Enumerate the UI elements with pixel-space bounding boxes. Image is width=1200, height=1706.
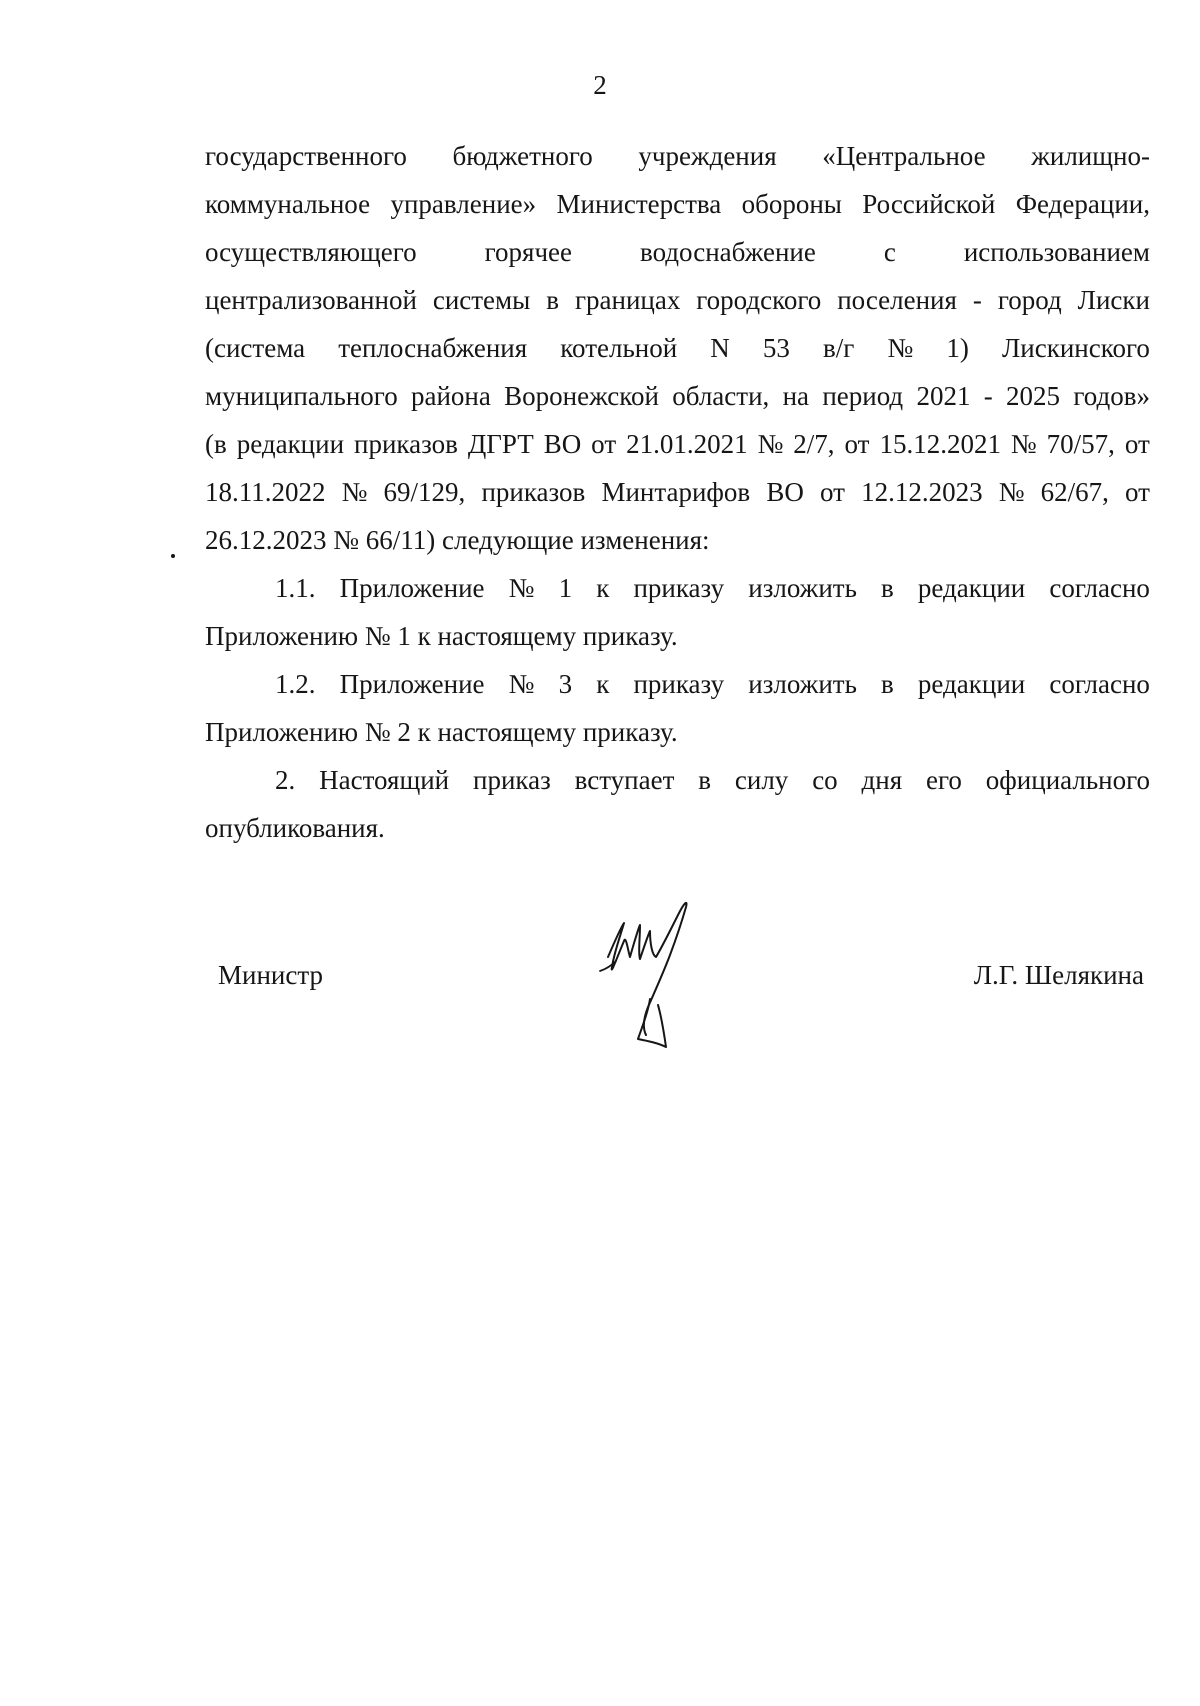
text-line xyxy=(205,132,1150,180)
word: приказу xyxy=(633,669,725,699)
word: района xyxy=(411,381,491,411)
word: изложить xyxy=(748,573,857,603)
word: 2021 xyxy=(916,381,971,411)
word: № xyxy=(757,429,784,459)
word: централизованной xyxy=(205,285,417,315)
word: приказу xyxy=(633,573,725,603)
word: обороны xyxy=(741,189,842,219)
word: поселения xyxy=(837,285,957,315)
text-line xyxy=(205,660,1150,708)
word: водоснабжение xyxy=(640,237,816,267)
word: годов» xyxy=(1073,381,1150,411)
word: в xyxy=(881,669,894,699)
scan-speck xyxy=(171,554,175,558)
signer-name: Л.Г. Шелякина xyxy=(973,960,1144,990)
word: его xyxy=(926,765,962,795)
word: коммунальное xyxy=(205,189,371,219)
word: № xyxy=(508,669,535,699)
word: 1 xyxy=(558,573,573,603)
page-number: 2 xyxy=(593,70,607,100)
word: горячее xyxy=(484,237,573,267)
word: 53 xyxy=(762,333,790,363)
text-line xyxy=(205,276,1150,324)
text-line: 26.12.2023 № 66/11) следующие изменения: xyxy=(205,525,710,555)
word: - xyxy=(983,381,993,411)
word: вступает xyxy=(574,765,675,795)
word: - xyxy=(972,285,982,315)
word: ДГРТ xyxy=(467,429,534,459)
text-line xyxy=(205,756,1150,804)
word: 3 xyxy=(558,669,573,699)
word: 18.11.2022 xyxy=(205,477,326,507)
word: Лиски xyxy=(1077,285,1150,315)
word: № xyxy=(1010,429,1037,459)
word: согласно xyxy=(1049,573,1150,603)
word: от xyxy=(1125,477,1150,507)
word: со xyxy=(812,765,838,795)
word: 1) xyxy=(946,333,969,363)
word: Приложение xyxy=(339,669,485,699)
word: от xyxy=(1124,429,1150,459)
word: 1.2. xyxy=(275,669,316,699)
word: Федерации, xyxy=(1015,189,1150,219)
word: редакции xyxy=(917,669,1026,699)
word: период xyxy=(822,381,904,411)
word: 62/67, xyxy=(1040,477,1109,507)
word: государственного xyxy=(205,141,407,171)
word: к xyxy=(596,573,610,603)
handwritten-signature xyxy=(590,895,730,1060)
word: 15.12.2021 xyxy=(879,429,1001,459)
word: 2025 xyxy=(1006,381,1061,411)
word: 69/129, xyxy=(383,477,466,507)
word: (в xyxy=(205,429,227,459)
word: Настоящий xyxy=(319,765,450,795)
word: № xyxy=(998,477,1025,507)
word: редакции xyxy=(236,429,345,459)
text-line xyxy=(205,180,1150,228)
word: к xyxy=(596,669,610,699)
word: учреждения xyxy=(638,141,777,171)
text-line xyxy=(205,468,1150,516)
word: 2. xyxy=(275,765,296,795)
word: осуществляющего xyxy=(205,237,417,267)
word: официального xyxy=(985,765,1150,795)
text-line: опубликования. xyxy=(205,813,385,843)
word: 70/57, xyxy=(1046,429,1115,459)
word: (система xyxy=(205,333,306,363)
word: дня xyxy=(861,765,903,795)
word: ВО xyxy=(766,477,804,507)
word: Минтарифов xyxy=(601,477,751,507)
word: жилищно- xyxy=(1031,141,1150,171)
text-line xyxy=(205,228,1150,276)
signer-title: Министр xyxy=(218,960,323,990)
text-line xyxy=(205,324,1150,372)
word: границах xyxy=(574,285,681,315)
word: № xyxy=(341,477,368,507)
word: № xyxy=(887,333,914,363)
word: Российской xyxy=(862,189,996,219)
word: Министерства xyxy=(556,189,722,219)
word: изложить xyxy=(748,669,857,699)
word: № xyxy=(508,573,535,603)
word: использованием xyxy=(963,237,1150,267)
word: силу xyxy=(734,765,789,795)
word: с xyxy=(883,237,896,267)
word: приказов xyxy=(354,429,458,459)
word: в xyxy=(546,285,559,315)
word: приказ xyxy=(473,765,551,795)
word: муниципального xyxy=(205,381,398,411)
text-line xyxy=(205,372,1150,420)
word: системы xyxy=(432,285,531,315)
word: «Центральное xyxy=(822,141,986,171)
word: от xyxy=(844,429,870,459)
text-line xyxy=(205,420,1150,468)
word: 2/7, xyxy=(793,429,835,459)
word: в/г xyxy=(823,333,855,363)
word: согласно xyxy=(1049,669,1150,699)
word: на xyxy=(782,381,810,411)
word: Лискинского xyxy=(1002,333,1150,363)
word: 1.1. xyxy=(275,573,316,603)
word: теплоснабжения xyxy=(338,333,528,363)
document-body xyxy=(205,132,1150,852)
word: от xyxy=(591,429,617,459)
word: городского xyxy=(696,285,822,315)
word: приказов xyxy=(481,477,586,507)
word: Воронежской xyxy=(504,381,659,411)
text-line: Приложению № 2 к настоящему приказу. xyxy=(205,717,678,747)
word: N xyxy=(710,333,730,363)
word: от xyxy=(819,477,845,507)
text-line: Приложению № 1 к настоящему приказу. xyxy=(205,621,678,651)
word: 21.01.2021 xyxy=(626,429,748,459)
word: Приложение xyxy=(339,573,485,603)
word: котельной xyxy=(560,333,678,363)
word: ВО xyxy=(543,429,582,459)
word: редакции xyxy=(917,573,1026,603)
word: управление» xyxy=(390,189,537,219)
word: город xyxy=(997,285,1062,315)
word: области, xyxy=(672,381,770,411)
text-line xyxy=(205,564,1150,612)
word: в xyxy=(881,573,894,603)
word: бюджетного xyxy=(452,141,593,171)
word: 12.12.2023 xyxy=(861,477,983,507)
word: в xyxy=(698,765,712,795)
